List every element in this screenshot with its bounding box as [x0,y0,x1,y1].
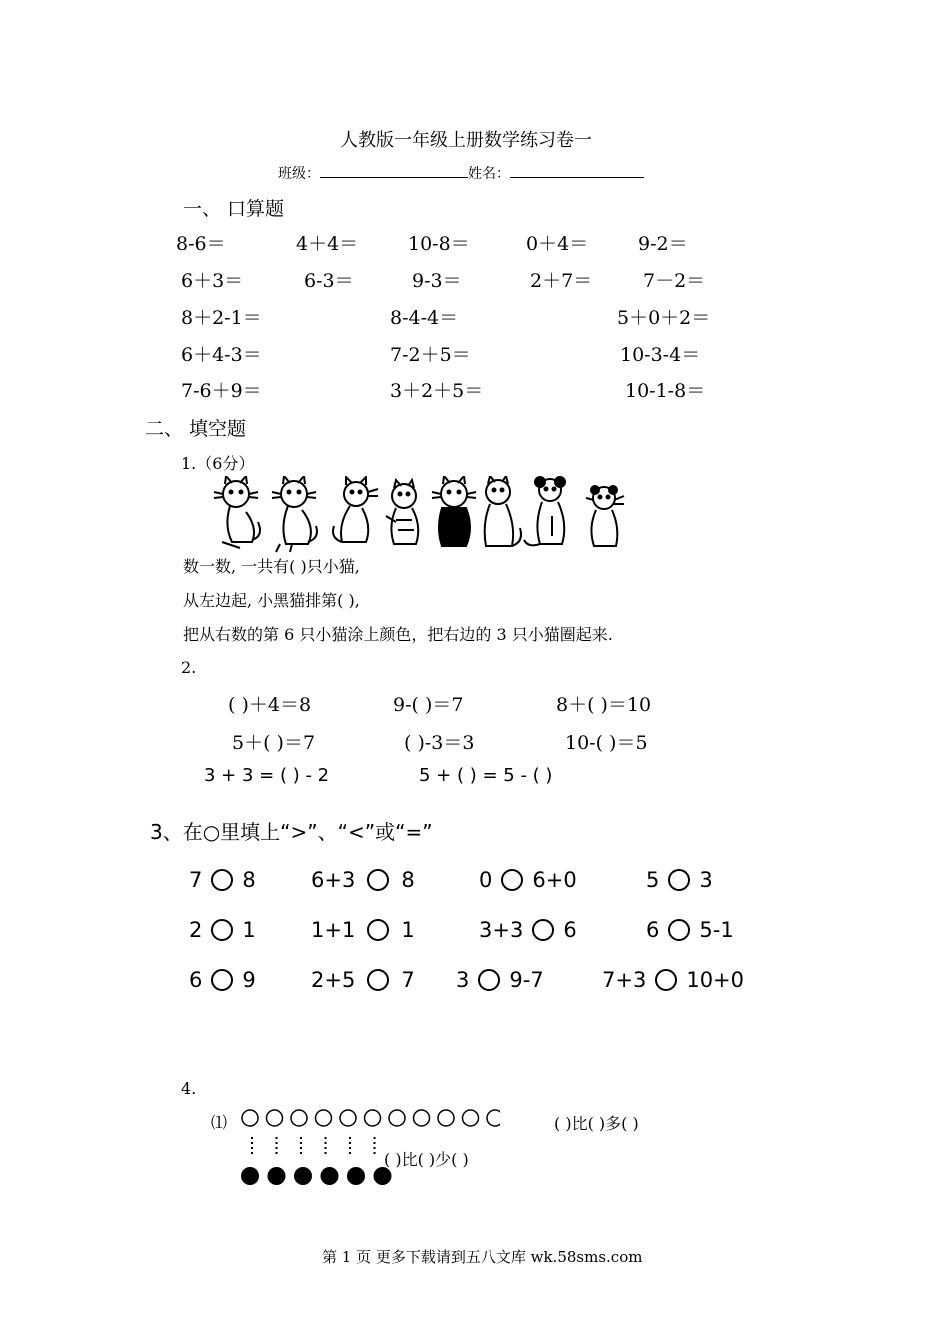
white-circle [389,1110,405,1126]
answer-circle[interactable] [367,869,389,891]
oral-item: 6＋4-3＝ [181,344,262,366]
answer-circle[interactable] [211,969,233,991]
cat-icon [586,486,624,546]
answer-circle[interactable] [367,919,389,941]
oral-item: 8＋2-1＝ [181,307,262,329]
cats-illustration [212,476,637,556]
compare-item: 6 5-1 [646,918,734,942]
answer-circle[interactable] [668,869,690,891]
cat-icon [214,476,260,548]
compare-item: 0 6+0 [479,868,577,892]
q1-line-3: 把从右数的第 6 只小猫涂上颜色，把右边的 3 只小猫圈起来. [183,625,613,644]
q2-item: ( )＋4＝8 [228,694,312,716]
oral-item: 4＋4＝ [296,233,359,255]
oral-item: 3＋2＋5＝ [390,380,484,402]
oral-item: 0＋4＝ [526,233,589,255]
dotted-connectors [240,1135,400,1161]
oral-item: 9-2＝ [638,233,688,255]
q1-label: 1.（6分） [181,454,255,473]
answer-circle[interactable] [211,919,233,941]
compare-item: 5 3 [646,868,713,892]
class-label: 班级： [278,166,320,182]
black-circle [294,1167,312,1185]
q4-line-2: ( )比( )少( ) [384,1150,469,1169]
cat-icon [524,477,565,545]
black-circle [268,1167,286,1185]
q2-label: 2. [181,658,197,677]
white-circle [414,1110,430,1126]
q2-item: 3 + 3 = ( ) - 2 [204,765,330,786]
white-circle [487,1110,500,1126]
oral-item: 7－2＝ [643,270,706,292]
black-circle [321,1167,339,1185]
black-circle [241,1167,259,1185]
oral-item: 10-3-4＝ [620,344,701,366]
oral-item: 10-8＝ [408,233,470,255]
answer-circle[interactable] [501,869,523,891]
compare-item: 1+1 1 [311,918,415,942]
cat-icon [272,476,317,552]
page-title: 人教版一年级上册数学练习卷一 [340,130,592,151]
oral-item: 6＋3＝ [181,270,244,292]
answer-circle[interactable] [211,869,233,891]
compare-item: 3+3 6 [479,918,577,942]
answer-circle[interactable] [532,919,554,941]
white-circle [340,1110,356,1126]
cat-icon [333,477,378,542]
q4-label: 4. [181,1079,197,1098]
q2-item: 5 + ( ) = 5 - ( ) [419,765,553,786]
q4-part-label: ⑴ [211,1113,228,1132]
white-circle [463,1110,479,1126]
answer-circle[interactable] [668,919,690,941]
q1-line-2: 从左边起, 小黑猫排第( ), [183,591,360,610]
compare-item: 6+3 8 [311,868,415,892]
name-blank[interactable] [510,163,644,178]
section1-heading: 一、 口算题 [183,198,285,220]
white-circle [365,1110,381,1126]
oral-item: 8-6＝ [176,233,226,255]
q2-item: 10-( )＝5 [565,732,648,754]
q3-heading: 3、在○里填上“>”、“<”或“=” [150,820,433,844]
q2-item: ( )-3＝3 [404,732,475,754]
cat-icon [386,480,418,544]
q2-item: 8＋( )＝10 [556,694,652,716]
black-cat-icon [432,476,476,546]
oral-item: 8-4-4＝ [390,307,459,329]
class-name-line [278,163,644,183]
compare-item: 2+5 7 [311,968,415,992]
name-label: 姓名： [468,166,510,182]
answer-circle[interactable] [367,969,389,991]
black-circles-row [240,1165,400,1191]
white-circle [438,1110,454,1126]
black-circle [347,1167,365,1185]
answer-circle[interactable] [478,969,500,991]
q2-item: 5＋( )＝7 [232,732,316,754]
compare-item: 2 1 [189,918,256,942]
white-circles-row [240,1107,500,1133]
oral-item: 7-6＋9＝ [181,380,262,402]
q1-line-1: 数一数, 一共有( )只小猫, [183,557,360,576]
white-circle [267,1110,283,1126]
oral-item: 7-2＋5＝ [390,344,471,366]
oral-item: 6-3＝ [304,270,354,292]
oral-item: 5＋0＋2＝ [617,307,711,329]
compare-item: 7+3 10+0 [602,968,745,992]
compare-item: 6 9 [189,968,256,992]
white-circle [291,1110,307,1126]
oral-item: 9-3＝ [412,270,462,292]
q2-item: 9-( )＝7 [393,694,464,716]
compare-item: 3 9-7 [456,968,544,992]
oral-item: 10-1-8＝ [625,380,706,402]
page-footer: 第 1 页 更多下载请到五八文库 wk.58sms.com [322,1248,643,1266]
class-blank[interactable] [320,163,468,178]
cat-icon [485,476,521,546]
section2-heading: 二、 填空题 [145,418,247,440]
oral-item: 2＋7＝ [530,270,593,292]
q4-line-1: ( )比( )多( ) [554,1114,639,1133]
white-circle [242,1110,258,1126]
white-circle [316,1110,332,1126]
compare-item: 7 8 [189,868,256,892]
answer-circle[interactable] [655,969,677,991]
